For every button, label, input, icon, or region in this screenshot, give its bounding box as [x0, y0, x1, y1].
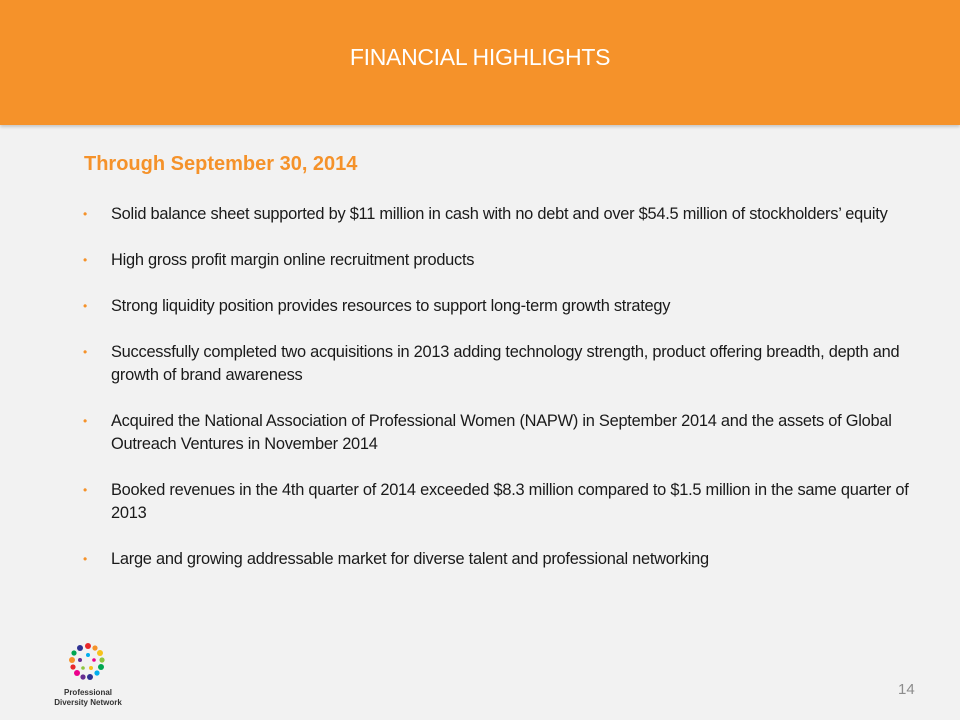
dot-ring-logo-icon — [58, 642, 118, 688]
page-number: 14 — [898, 681, 915, 698]
bullet-marker: • — [83, 552, 87, 566]
header-banner — [0, 0, 960, 125]
bullet-marker: • — [83, 207, 87, 221]
bullet-text: High gross profit margin online recruitment products — [111, 251, 475, 269]
bullet-marker: • — [83, 253, 87, 267]
bullet-item — [80, 479, 930, 525]
bullet-item — [80, 203, 930, 226]
bullet-text: Booked revenues in the 4th quarter of 2014 exceeded $8.3 million compared to $1.5 million in the same quarter of 2013 — [111, 481, 909, 522]
bullet-text: Large and growing addressable market for diverse talent and professional networking — [111, 550, 709, 568]
bullet-marker: • — [83, 345, 87, 359]
bullet-text: Strong liquidity position provides resources to support long-term growth strategy — [111, 297, 671, 315]
bullet-list — [80, 203, 930, 571]
bullet-item — [80, 548, 930, 571]
slide-title: FINANCIAL HIGHLIGHTS — [349, 44, 611, 70]
company-logo — [44, 642, 132, 714]
bullet-marker: • — [83, 414, 87, 428]
logo-line-2: Diversity Network — [54, 698, 122, 707]
bullet-item — [80, 249, 930, 272]
bullet-marker: • — [83, 483, 87, 497]
bullet-marker: • — [83, 299, 87, 313]
bullet-item — [80, 341, 930, 387]
bullet-item — [80, 410, 930, 456]
bullet-item — [80, 295, 930, 318]
slide-subtitle: Through September 30, 2014 — [84, 153, 358, 175]
bullet-text: Successfully completed two acquisitions in 2013 adding technology strength, product offering breadth, depth and growth of brand awareness — [111, 343, 900, 384]
bullet-text: Solid balance sheet supported by $11 million in cash with no debt and over $54.5 million of stockholders’ equity — [111, 205, 888, 223]
bullet-text: Acquired the National Association of Professional Women (NAPW) in September 2014 and the assets of Global Outreach Ventures in November 2014 — [111, 412, 892, 453]
logo-line-1: Professional — [63, 688, 112, 697]
logo-wordmark — [44, 688, 132, 708]
